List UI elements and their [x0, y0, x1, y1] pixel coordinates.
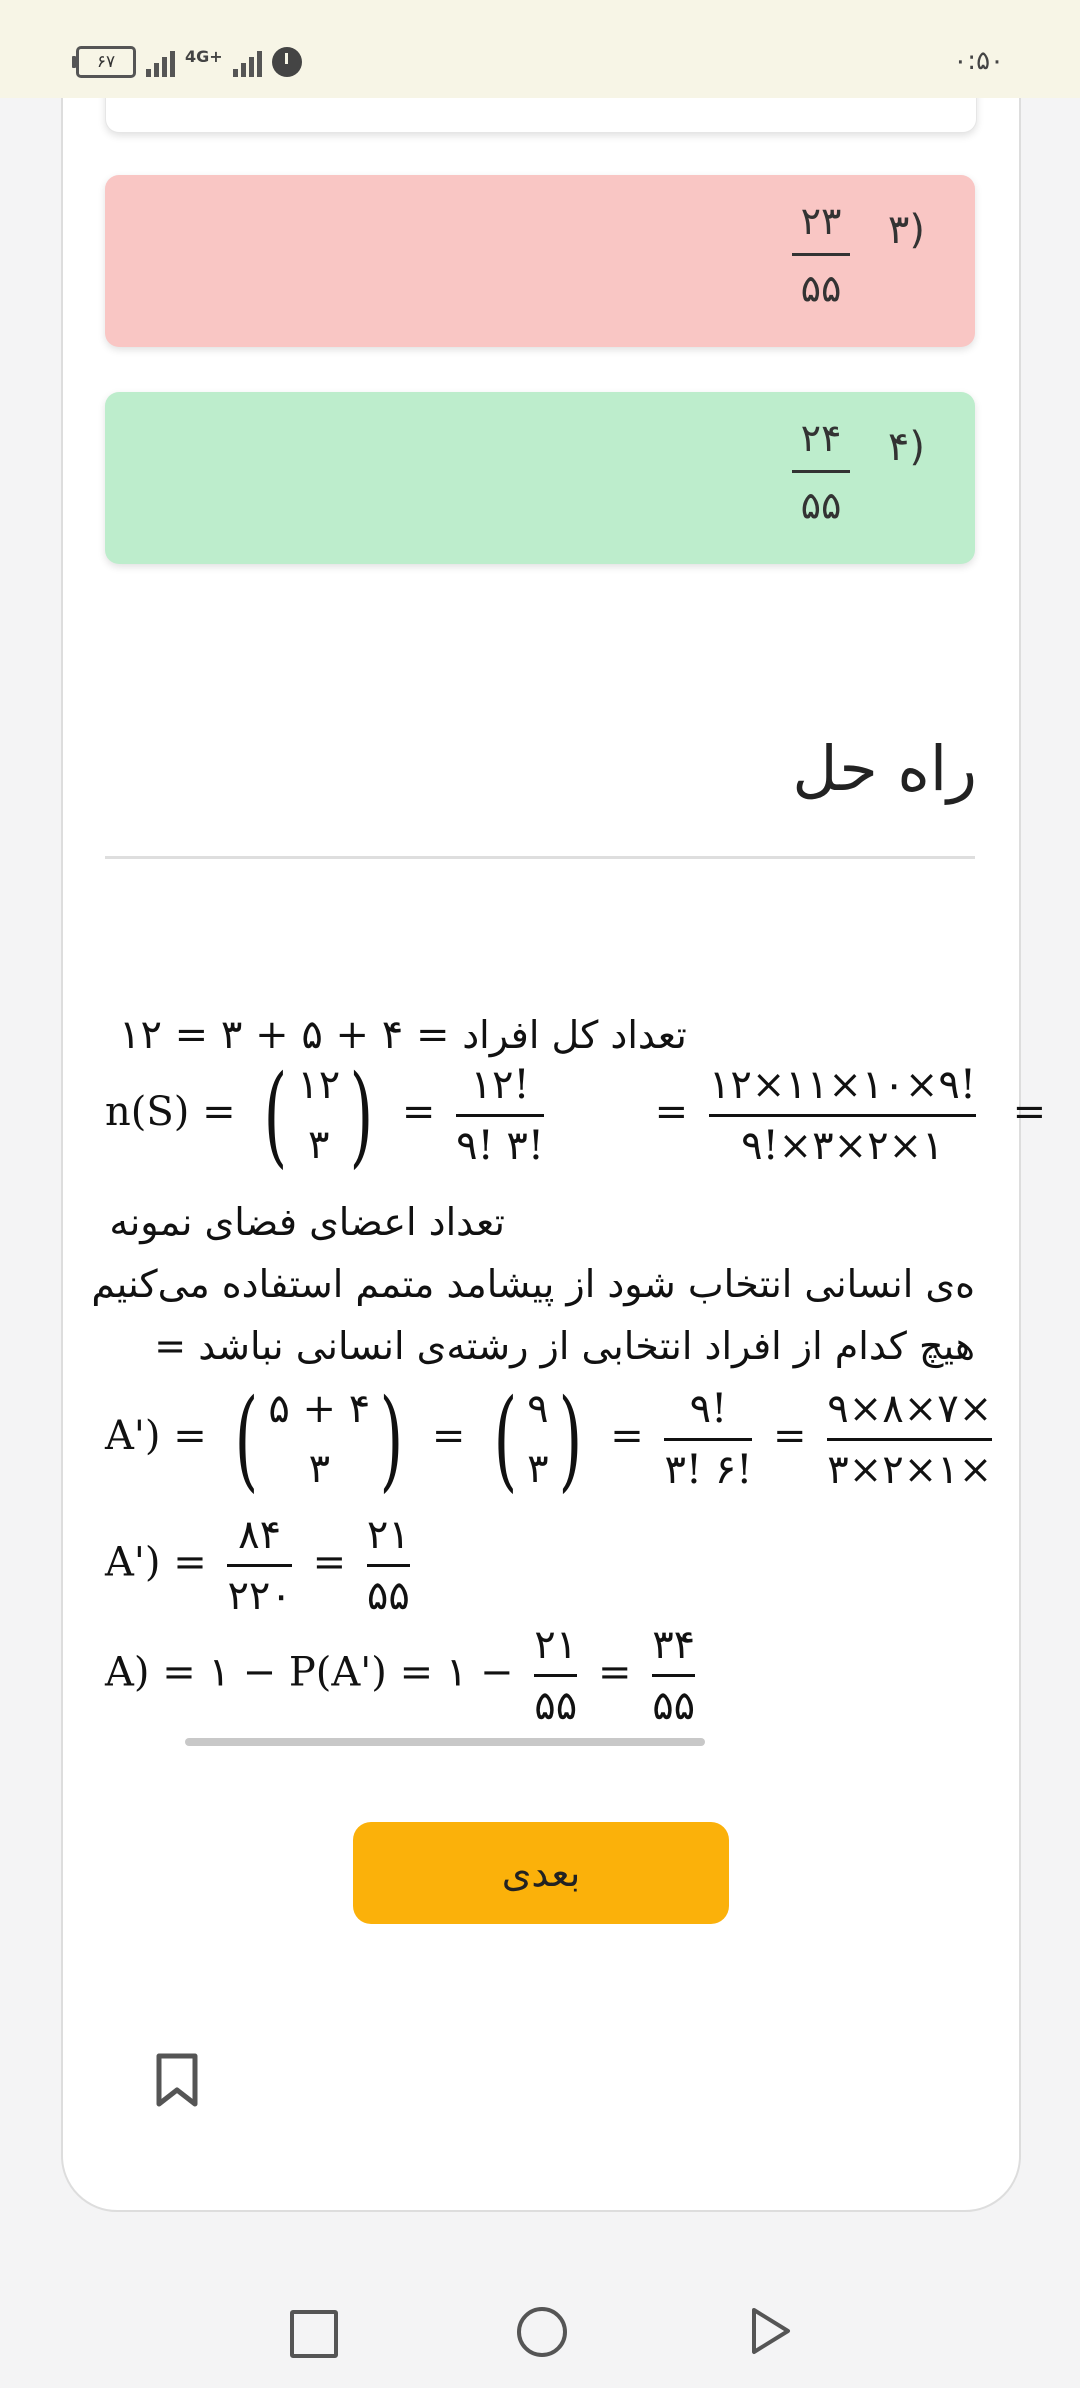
next-button[interactable]: بعدی: [353, 1822, 729, 1924]
option-fraction: [792, 416, 850, 527]
fraction: ۲۱ ۵۵: [534, 1622, 578, 1729]
option-number: ۴): [887, 424, 925, 470]
fraction-denominator: ۵۵: [800, 483, 842, 527]
fraction: ۲۱ ۵۵: [366, 1512, 410, 1619]
fraction-denominator: ۵۵: [800, 266, 842, 310]
binomial: ( ۹ ۳ ): [493, 1375, 582, 1503]
option-3[interactable]: [105, 175, 975, 347]
home-icon[interactable]: [517, 2307, 567, 2357]
signal-icon-2: [233, 47, 262, 77]
status-icons: [76, 46, 302, 78]
complement-probability-line: A') = ۸۴ ۲۲۰ = ۲۱ ۵۵: [105, 1512, 410, 1619]
status-bar: [0, 0, 1080, 98]
recent-apps-icon[interactable]: [290, 2310, 338, 2358]
fraction: ۸۴ ۲۲۰: [227, 1512, 292, 1619]
sample-space-line: n(S) = ( ۱۲ ۳ ) = ۱۲! ۹! ۳! = ۱۲×۱۱×۱۰×۹! ۹!×۳×۲×۱ =: [105, 1051, 1047, 1179]
question-card: [61, 40, 1047, 2212]
signal-icon: [146, 47, 175, 77]
complement-text: ه‌ی انسانی انتخاب شود از پیشامد متمم استفاده می‌کنیم: [91, 1262, 975, 1306]
fraction-numerator: ۲۴: [800, 416, 842, 460]
complement-definition: هیچ کدام از افراد انتخابی از رشته‌ی انسانی نباشد =: [154, 1324, 975, 1368]
option-fraction: [792, 199, 850, 310]
network-type: 4G+: [185, 47, 223, 66]
bookmark-icon[interactable]: [155, 2052, 199, 2112]
complement-count-line: A') = ( ۵ + ۴ ۳ ) = ( ۹ ۳ ) = ۹! ۳! ۶! = ۹×۸×۷× ۳×۲×۱×: [105, 1375, 993, 1503]
navigation-bar: [0, 2270, 1080, 2388]
fraction: ۹! ۳! ۶!: [664, 1385, 753, 1493]
alarm-icon: [272, 47, 302, 77]
option-number: ۳): [887, 207, 925, 253]
horizontal-scrollbar[interactable]: [185, 1738, 705, 1746]
total-people-line: تعداد کل افراد = ۴ + ۵ + ۳ = ۱۲: [119, 1012, 687, 1058]
fraction-numerator: ۲۳: [800, 199, 842, 243]
fraction: ۳۴ ۵۵: [652, 1622, 696, 1729]
sample-space-text: تعداد اعضای فضای نمونه: [109, 1200, 505, 1244]
fraction: ۱۲×۱۱×۱۰×۹! ۹!×۳×۲×۱: [708, 1061, 976, 1169]
status-time: ۰:۵۰: [953, 46, 1004, 76]
fraction: ۱۲! ۹! ۳!: [456, 1061, 544, 1169]
battery-icon: ۶۷: [76, 46, 136, 78]
solution-math[interactable]: [91, 972, 1047, 1742]
binomial: ( ۵ + ۴ ۳ ): [235, 1375, 404, 1503]
back-icon[interactable]: [748, 2306, 792, 2360]
divider: [105, 856, 975, 859]
fraction: ۹×۸×۷× ۳×۲×۱×: [827, 1385, 993, 1493]
final-probability-line: A) = ۱ − P(A') = ۱ − ۲۱ ۵۵ = ۳۴ ۵۵: [105, 1622, 696, 1729]
option-4[interactable]: [105, 392, 975, 564]
binomial: ( ۱۲ ۳ ): [263, 1051, 374, 1179]
solution-title: راه حل: [792, 732, 977, 805]
